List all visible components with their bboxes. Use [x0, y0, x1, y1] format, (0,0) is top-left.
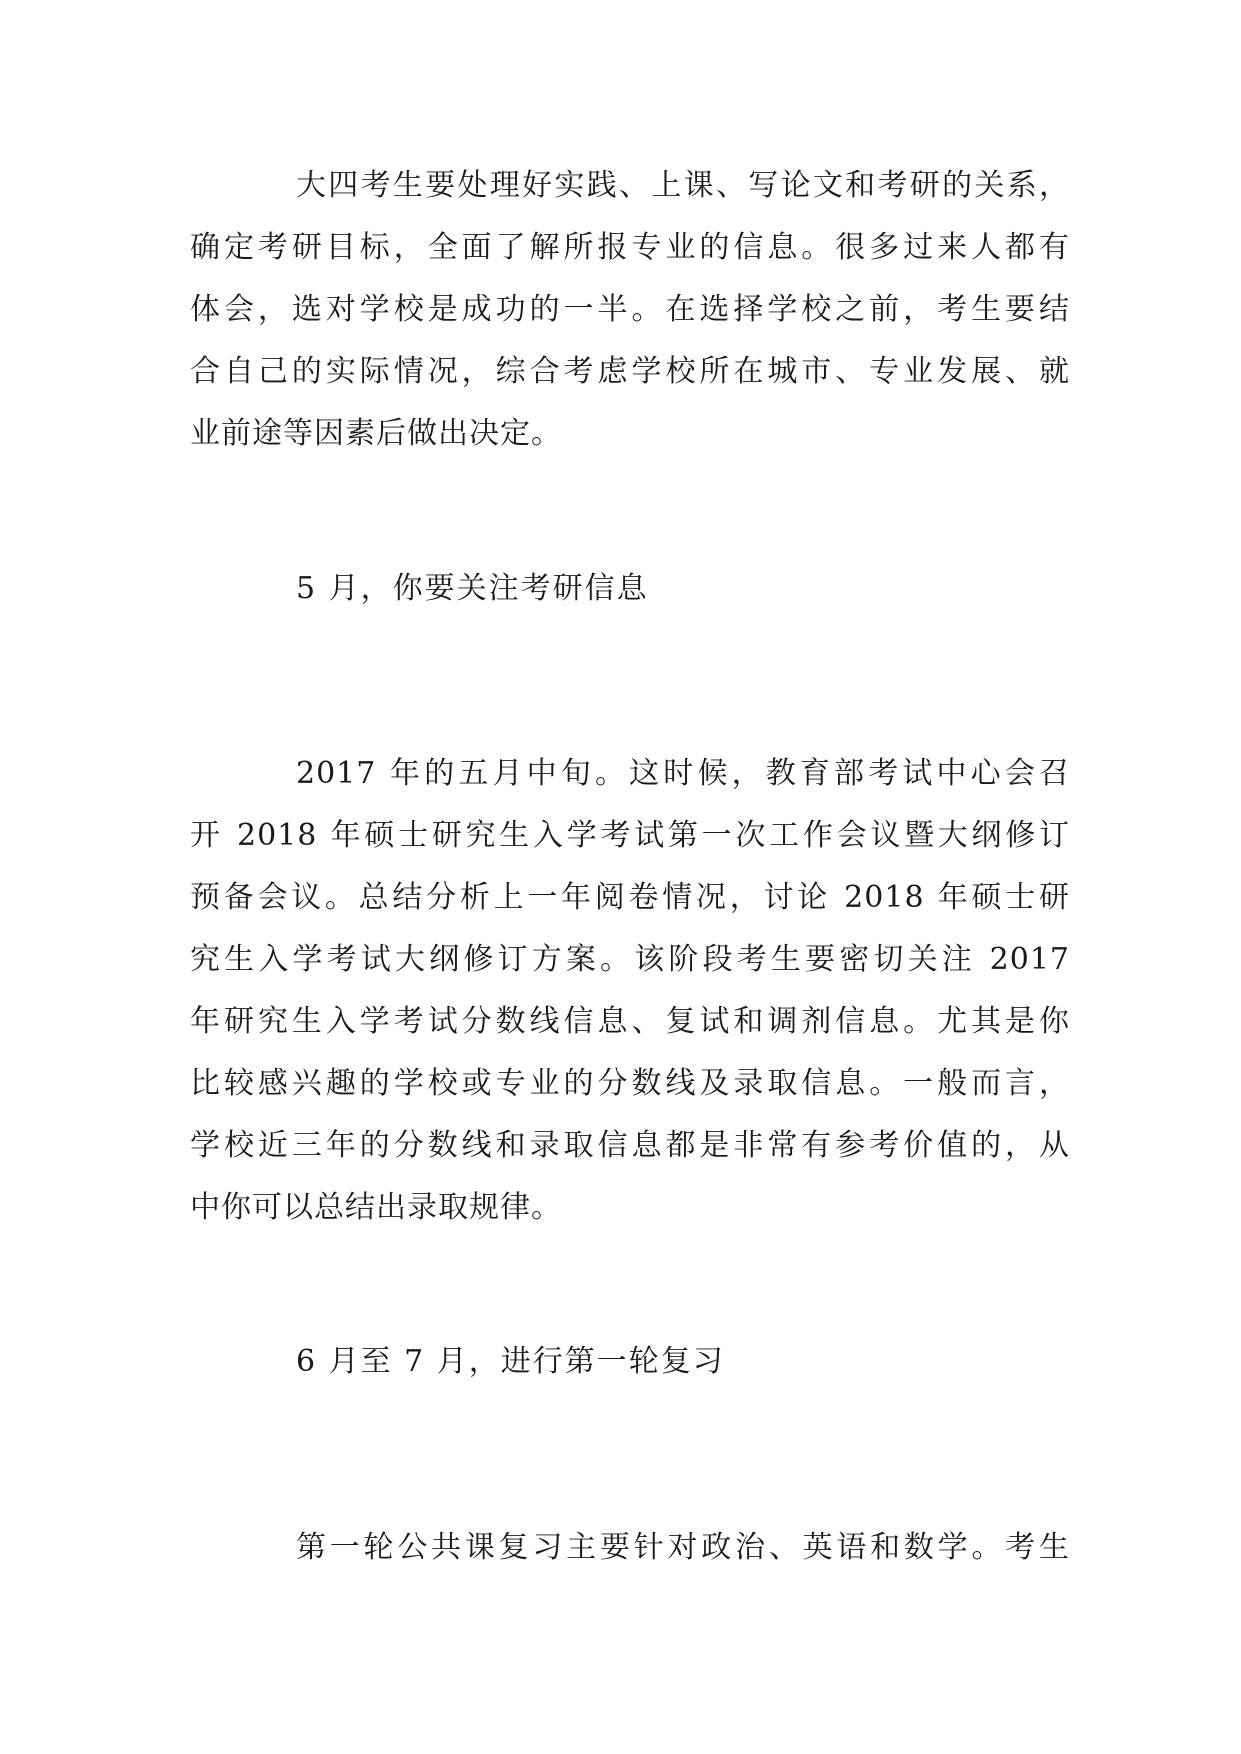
- paragraph-1-line-1: 大四考生要处理好实践、上课、写论文和考研的关系，: [296, 168, 1070, 203]
- paragraph-1-line-3: 体会，选对学校是成功的一半。在选择学校之前，考生要结: [190, 292, 1070, 327]
- paragraph-1-line-2: 确定考研目标，全面了解所报专业的信息。很多过来人都有: [190, 230, 1070, 265]
- paragraph-1-line-5: 业前途等因素后做出决定。: [190, 416, 562, 451]
- paragraph-2-line-4: 究生入学考试大纲修订方案。该阶段考生要密切关注 2017: [190, 942, 1070, 977]
- paragraph-2-line-7: 学校近三年的分数线和录取信息都是非常有参考价值的，从: [190, 1128, 1070, 1163]
- paragraph-2-line-1: 2017 年的五月中旬。这时候，教育部考试中心会召: [296, 756, 1070, 791]
- section-heading-june-july: 6 月至 7 月，进行第一轮复习: [296, 1344, 725, 1379]
- section-heading-may: 5 月，你要关注考研信息: [296, 571, 649, 606]
- paragraph-3-line-1: 第一轮公共课复习主要针对政治、英语和数学。考生: [296, 1530, 1070, 1565]
- paragraph-2-line-6: 比较感兴趣的学校或专业的分数线及录取信息。一般而言，: [190, 1066, 1070, 1101]
- paragraph-2-line-5: 年研究生入学考试分数线信息、复试和调剂信息。尤其是你: [190, 1004, 1070, 1039]
- paragraph-2-line-3: 预备会议。总结分析上一年阅卷情况，讨论 2018 年硕士研: [190, 880, 1070, 915]
- paragraph-1-line-4: 合自己的实际情况，综合考虑学校所在城市、专业发展、就: [190, 354, 1070, 389]
- paragraph-2-line-2: 开 2018 年硕士研究生入学考试第一次工作会议暨大纲修订: [190, 818, 1070, 853]
- paragraph-2-line-8: 中你可以总结出录取规律。: [190, 1190, 562, 1225]
